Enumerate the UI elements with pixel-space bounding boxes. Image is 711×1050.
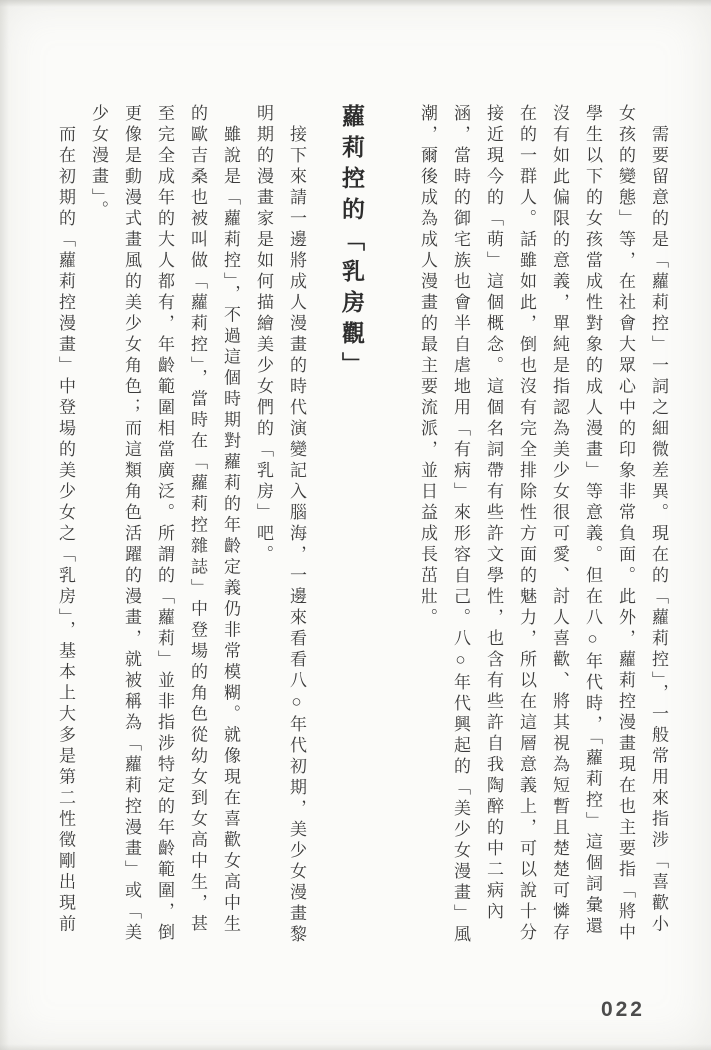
paragraph-lolicon-term: 需要留意的是「蘿莉控」一詞之細微差異。現在的「蘿莉控」，一般常用來指涉「喜歡小女孩的變態」等，在社會大眾心中的印象非常負面。此外，蘿莉控漫畫現在也主要指「將中學生以下的女孩當成性對象的成人漫畫」等意義。但在八○年代時，「蘿莉控」這個詞彙還沒有如此偏限的意義，單純是指認為美少女很可愛、討人喜歡、將其視為短暫且楚楚可憐存在的一群人。話雖如此，倒也沒有完全排除性方面的魅力，所以在這層意義上，可以說十分接近現今的「萌」這個概念。這個名詞帶有些許文學性，也含有些許自我陶醉的中二病內涵，當時的御宅族也會半自虐地用「有病」來形容自己。八○年代興起的「美少女漫畫」風潮，爾後成為成人漫畫的最主要流派，並日益成長茁壯。 bbox=[418, 104, 668, 946]
paragraph-intro-breast-view: 接下來請一邊將成人漫畫的時代演變記入腦海，一邊來看看八○年代初期，美少女漫畫黎明期的漫畫家是如何描繪美少女們的「乳房」吧。 bbox=[254, 104, 306, 946]
page-number: 022 bbox=[600, 998, 645, 1021]
section-heading: 蘿莉控的「乳房觀」 bbox=[339, 104, 364, 383]
paragraph-early-loli-manga: 而在初期的「蘿莉控漫畫」中登場的美少女之「乳房」，基本上大多是第二性徵剛出現前 bbox=[56, 125, 75, 936]
vertical-text-flow bbox=[49, 104, 675, 946]
scan-edge-top bbox=[0, 0, 711, 7]
scan-edge-bottom bbox=[0, 1044, 711, 1050]
paragraph-loli-age-definition: 雖說是「蘿莉控」，不過這個時期對蘿莉的年齡定義仍非常模糊。就像現在喜歡女高中生的歐吉桑也被叫做「蘿莉控」，當時在「蘿莉控雜誌」中登場的角色從幼女到女高中生，甚至完全成年的大人都有，年齡範圍相當廣泛。所謂的「蘿莉」並非指涉特定的年齡範圍，倒更像是動漫式畫風的美少女角色；而這類角色活躍的漫畫，就被稱為「蘿莉控漫畫」或「美少女漫畫」。 bbox=[89, 104, 240, 944]
scan-edge-left bbox=[0, 0, 9, 1050]
